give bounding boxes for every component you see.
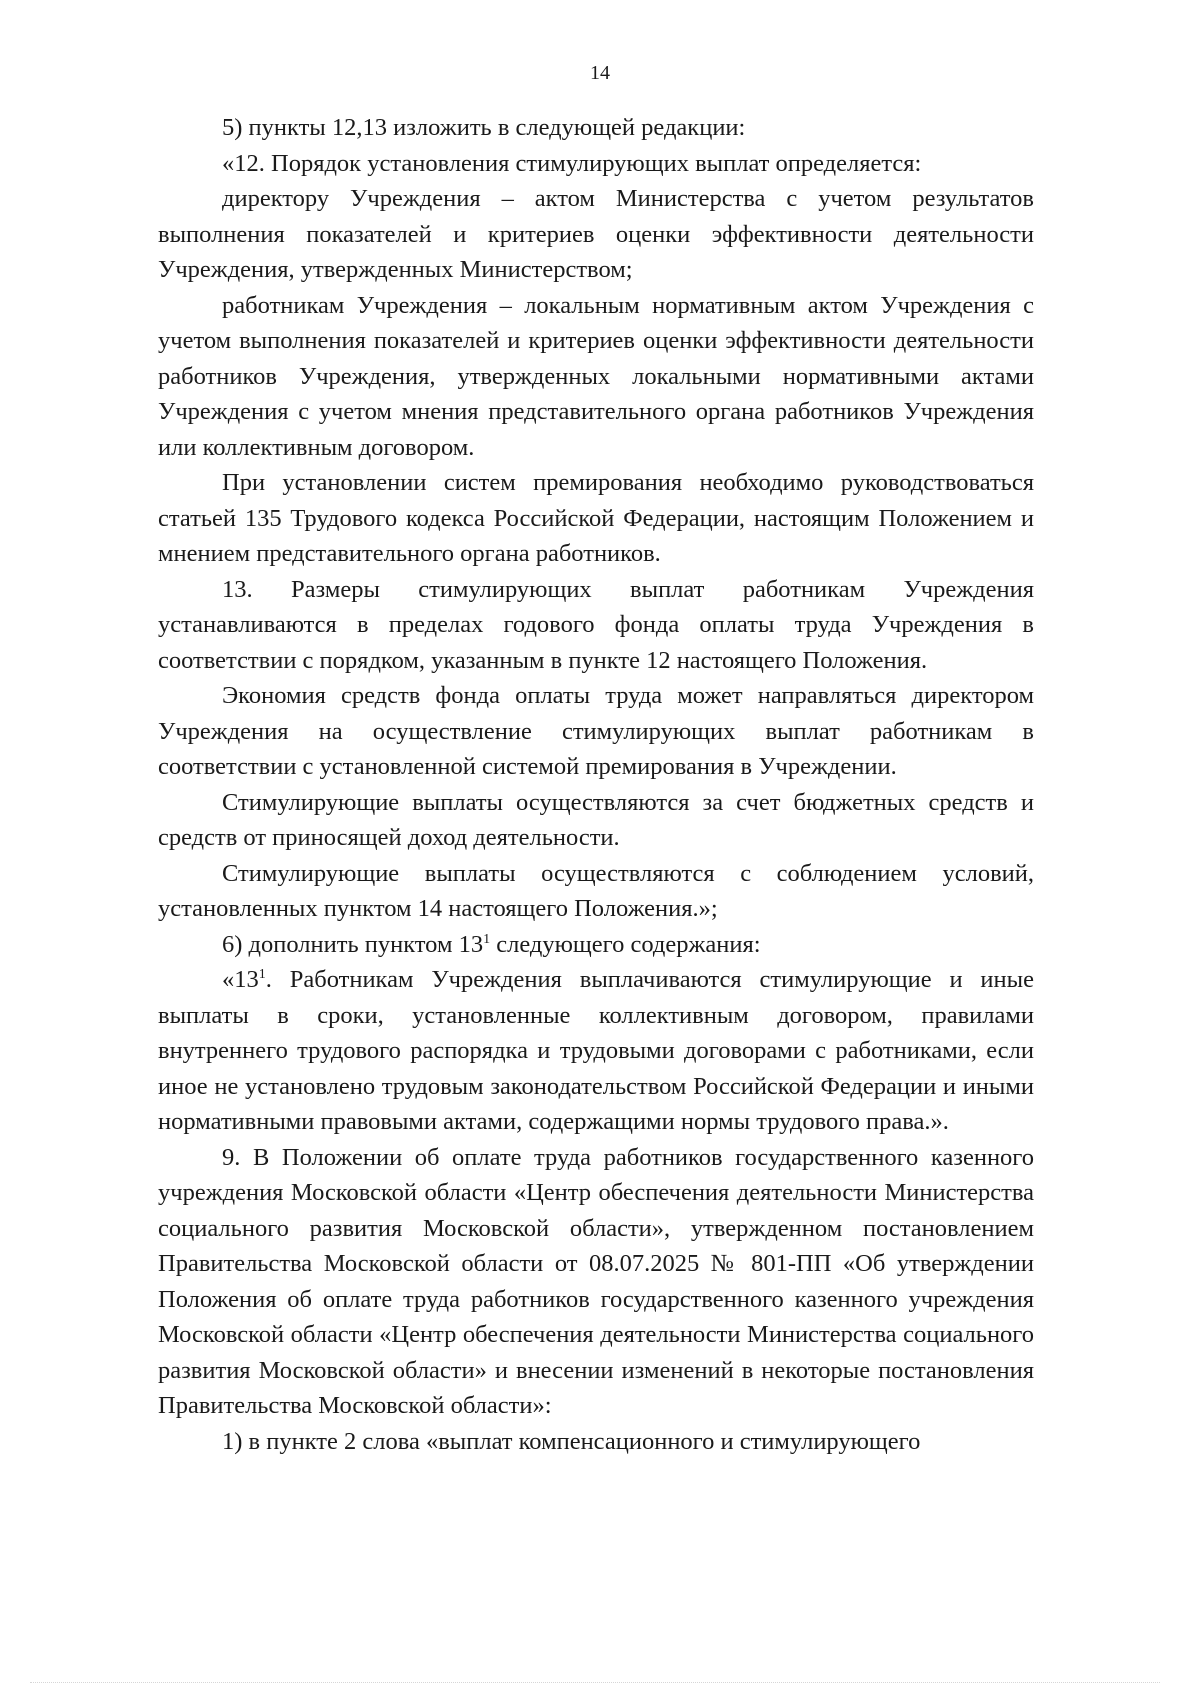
paragraph-clause-13-1-after: . Работникам Учреждения выплачиваются стимулирующие и иные выплаты в сроки, установленные коллективным договором, правилами внутреннего трудового распорядка и трудовыми договорами с работниками, если иное не установлено трудовым законодательством Российской Федерации и иными нормативными правовыми актами, содержащими нормы трудового права.». <box>158 966 1034 1135</box>
page-number: 14 <box>590 62 610 84</box>
scan-edge-artifact <box>30 1682 1160 1685</box>
paragraph-section-9: 9. В Положении об оплате труда работников государственного казенного учреждения Московской области «Центр обеспечения деятельности Министерства социального развития Московской области», утвержденном постановлением Правительства Московской области от 08.07.2025 № 801-ПП «Об утверждении Положения об оплате труда работников государственного казенного учреждения Московской области «Центр обеспечения деятельности Министерства социального развития Московской области» и внесении изменений в некоторые постановления Правительства Московской области»: <box>158 1143 1034 1419</box>
paragraph-clause-13-1-before: «13 <box>222 966 259 993</box>
paragraph-conditions: Стимулирующие выплаты осуществляются с соблюдением условий, установленных пунктом 14 настоящего Положения.»; <box>158 859 1034 922</box>
paragraph-director: директору Учреждения – актом Министерства с учетом результатов выполнения показателей и критериев оценки эффективности деятельности Учреждения, утвержденных Министерством; <box>158 185 1034 283</box>
paragraph-funding-sources: Стимулирующие выплаты осуществляются за счет бюджетных средств и средств от приносящей доход деятельности. <box>158 788 1034 851</box>
paragraph-item-5: 5) пункты 12,13 изложить в следующей редакции: <box>222 114 746 141</box>
paragraph-bonus-systems: При установлении систем премирования необходимо руководствоваться статьей 135 Трудового кодекса Российской Федерации, настоящим Положением и мнением представительного органа работников. <box>158 469 1034 567</box>
paragraph-item-1: 1) в пункте 2 слова «выплат компенсационного и стимулирующего <box>222 1427 921 1455</box>
paragraph-savings: Экономия средств фонда оплаты труда может направляться директором Учреждения на осуществление стимулирующих выплат работникам в соответствии с установленной системой премирования в Учреждении. <box>158 682 1034 780</box>
superscript-marker: 1 <box>483 931 491 947</box>
paragraph-clause-12-intro: «12. Порядок установления стимулирующих выплат определяется: <box>222 149 922 177</box>
paragraph-item-6 <box>158 927 1034 963</box>
superscript-marker: 1 <box>258 966 266 982</box>
document-body <box>158 110 1034 1459</box>
paragraph-item-6-after: следующего содержания: <box>490 930 761 958</box>
paragraph-employees: работникам Учреждения – локальным нормативным актом Учреждения с учетом выполнения показателей и критериев оценки эффективности деятельности работников Учреждения, утвержденных локальными нормативными актами Учреждения с учетом мнения представительного органа работников Учреждения или коллективным договором. <box>158 291 1034 461</box>
paragraph-item-6-before: 6) дополнить пунктом 13 <box>222 930 484 958</box>
paragraph-clause-13: 13. Размеры стимулирующих выплат работникам Учреждения устанавливаются в пределах годового фонда оплаты труда Учреждения в соответствии с порядком, указанным в пункте 12 настоящего Положения. <box>158 575 1034 674</box>
paragraph-clause-13-1 <box>158 962 1034 1140</box>
